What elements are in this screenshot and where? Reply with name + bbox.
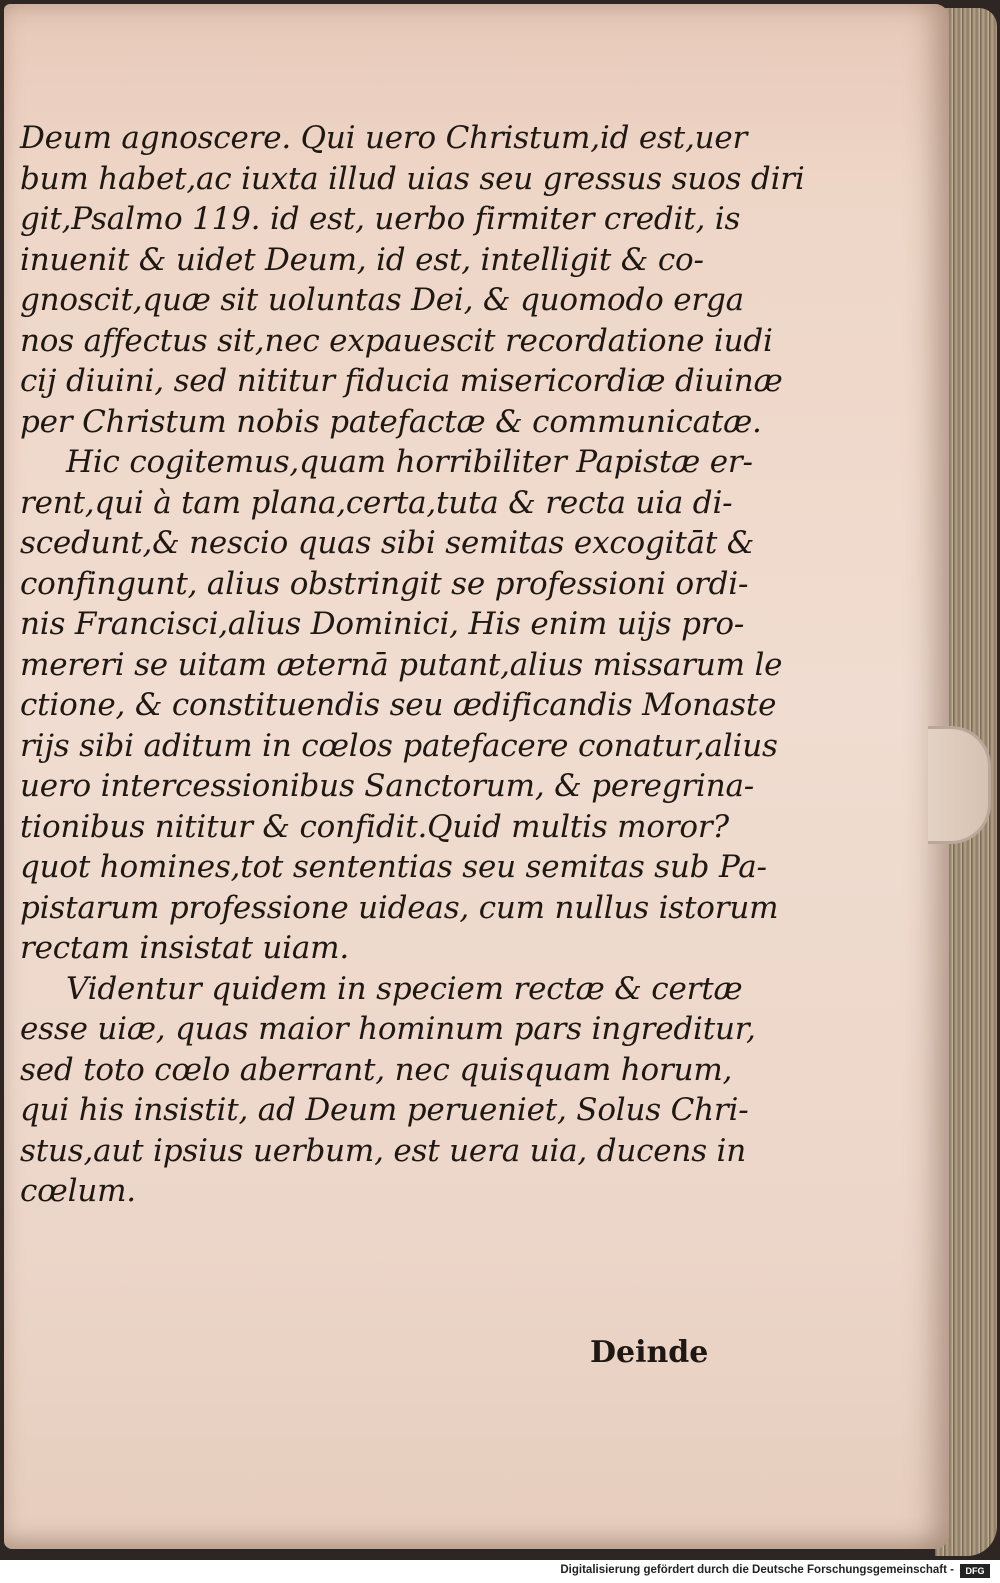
text-line: bum habet,ac iuxta illud uias seu gressus suos diri (20, 160, 805, 197)
text-line: sed toto cœlo aberrant, nec quisquam horum, (20, 1051, 733, 1088)
text-line: per Christum nobis patefactæ & communicatæ. (20, 403, 762, 440)
text-line: inuenit & uidet Deum, id est, intelligit & co- (20, 241, 704, 278)
text-line: scedunt,& nescio quas sibi semitas excogitāt & (20, 525, 755, 561)
text-line: rectam insistat uiam. (20, 930, 349, 966)
text-line: rijs sibi aditum in cœlos patefacere conatur,alius (20, 727, 778, 764)
text-line: mereri se uitam æternā putant,alius missarum le (20, 646, 783, 683)
text-line: Videntur quidem in speciem rectæ & certæ (66, 970, 743, 1007)
text-line: rent,qui à tam plana,certa,tuta & recta uia di- (20, 484, 733, 521)
text-line: quot homines,tot sententias seu semitas sub Pa- (20, 849, 767, 885)
text-line: nos affectus sit,nec expauescit recordatione iudi (20, 322, 773, 359)
text-line: uero intercessionibus Sanctorum, & peregrina- (20, 768, 755, 804)
text-line: Deum agnoscere. Qui uero Christum,id est,uer (20, 120, 748, 156)
text-line: qui his insistit, ad Deum perueniet, Solus Chri- (20, 1092, 749, 1128)
text-line: git,Psalmo 119. id est, uerbo firmiter credit, is (20, 201, 741, 237)
text-line: esse uiæ, quas maior hominum pars ingreditur, (20, 1011, 756, 1047)
page-fold-tab (928, 726, 991, 844)
text-line: stus,aut ipsius uerbum, est uera uia, ducens in (20, 1132, 747, 1169)
text-line: nis Francisci,alius Dominici, His enim uijs pro- (20, 606, 745, 642)
text-line: cœlum. (20, 1173, 136, 1209)
catchword: Deinde (590, 1335, 709, 1370)
text-line: tionibus nititur & confidit.Quid multis moror? (20, 808, 729, 845)
text-line: ctione, & constituendis seu ædificandis Monaste (20, 687, 777, 723)
footer (0, 1560, 1000, 1583)
text-block (20, 118, 805, 1212)
footer-credit: Digitalisierung gefördert durch die Deutsche Forschungsgemeinschaft - (560, 1564, 954, 1576)
dfg-logo: DFG (960, 1564, 990, 1578)
text-line: confingunt, alius obstringit se professioni ordi- (20, 565, 749, 602)
text-line: cij diuini, sed nititur fiducia misericordiæ diuinæ (20, 363, 783, 399)
text-line: pistarum professione uideas, cum nullus istorum (20, 889, 779, 926)
text-line: Hic cogitemus,quam horribiliter Papistæ er- (66, 444, 753, 480)
text-line: gnoscit,quæ sit uoluntas Dei, & quomodo erga (20, 282, 744, 318)
